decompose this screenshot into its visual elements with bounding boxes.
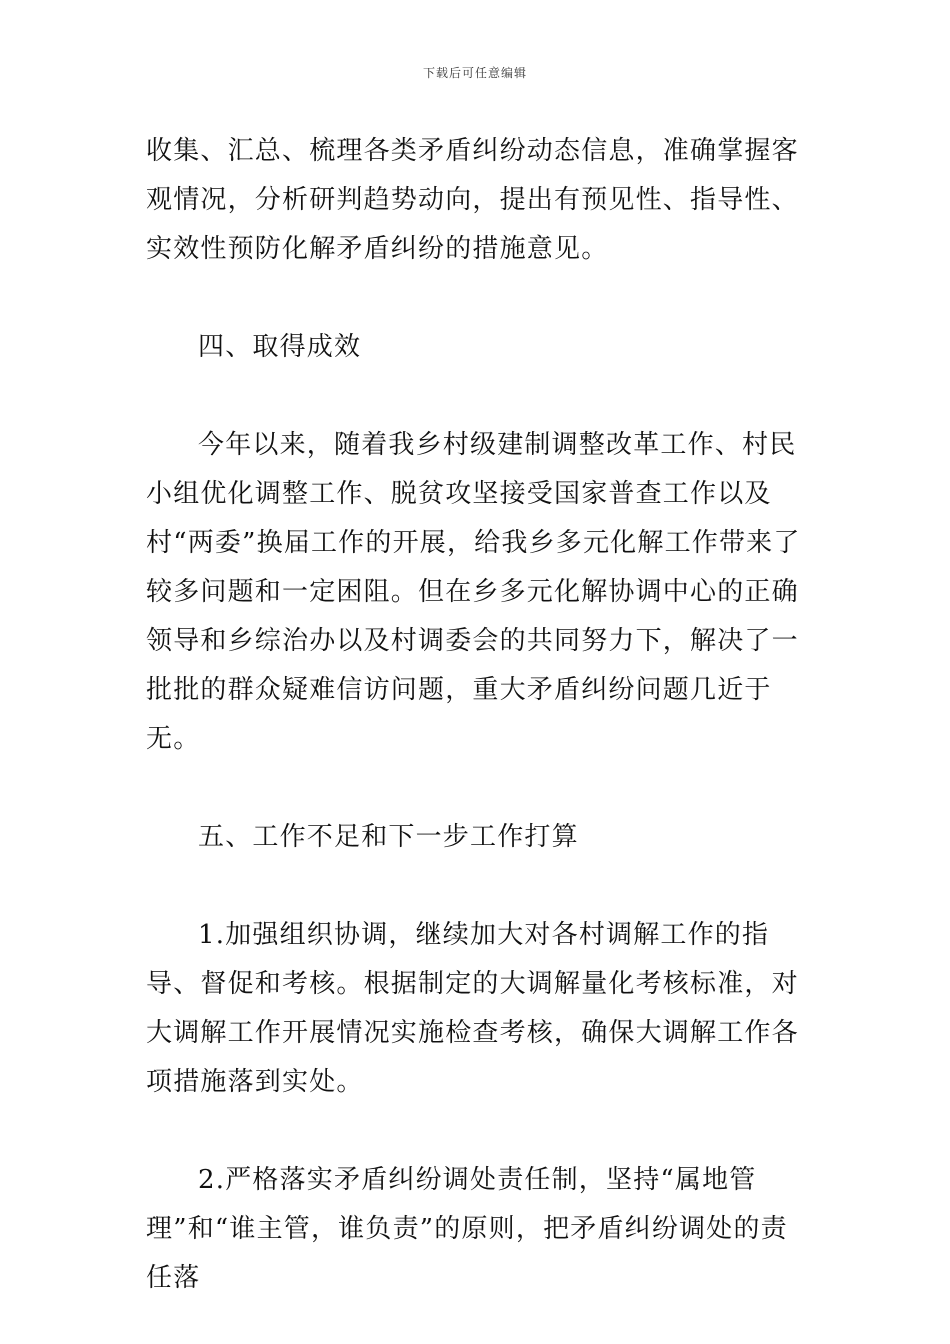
section-heading-results: 四、取得成效 [198,332,362,362]
document-body [146,127,810,1303]
header-note: 下载后可任意编辑 [422,66,527,80]
paragraph-item-2: 2.严格落实矛盾纠纷调处责任制，坚持“属地管理”和“谁主管，谁负责”的原则，把矛盾纠纷调处的责任落 [146,1165,788,1293]
paragraph-results: 今年以来，随着我乡村级建制调整改革工作、村民小组优化调整工作、脱贫攻坚接受国家普查工作以及村“两委”换届工作的开展，给我乡多元化解工作带来了较多问题和一定困阻。但在乡多元化解协调中心的正确领导和乡综治办以及村调委会的共同努力下，解决了一批批的群众疑难信访问题，重大矛盾纠纷问题几近于无。 [146,430,801,754]
paragraph-continuation: 收集、汇总、梳理各类矛盾纠纷动态信息，准确掌握客观情况，分析研判趋势动向，提出有预见性、指导性、实效性预防化解矛盾纠纷的措施意见。 [146,136,799,264]
section-heading-next-steps: 五、工作不足和下一步工作打算 [198,822,579,852]
paragraph-item-1: 1.加强组织协调，继续加大对各村调解工作的指导、督促和考核。根据制定的大调解量化考核标准，对大调解工作开展情况实施检查考核，确保大调解工作各项措施落到实处。 [146,920,799,1097]
